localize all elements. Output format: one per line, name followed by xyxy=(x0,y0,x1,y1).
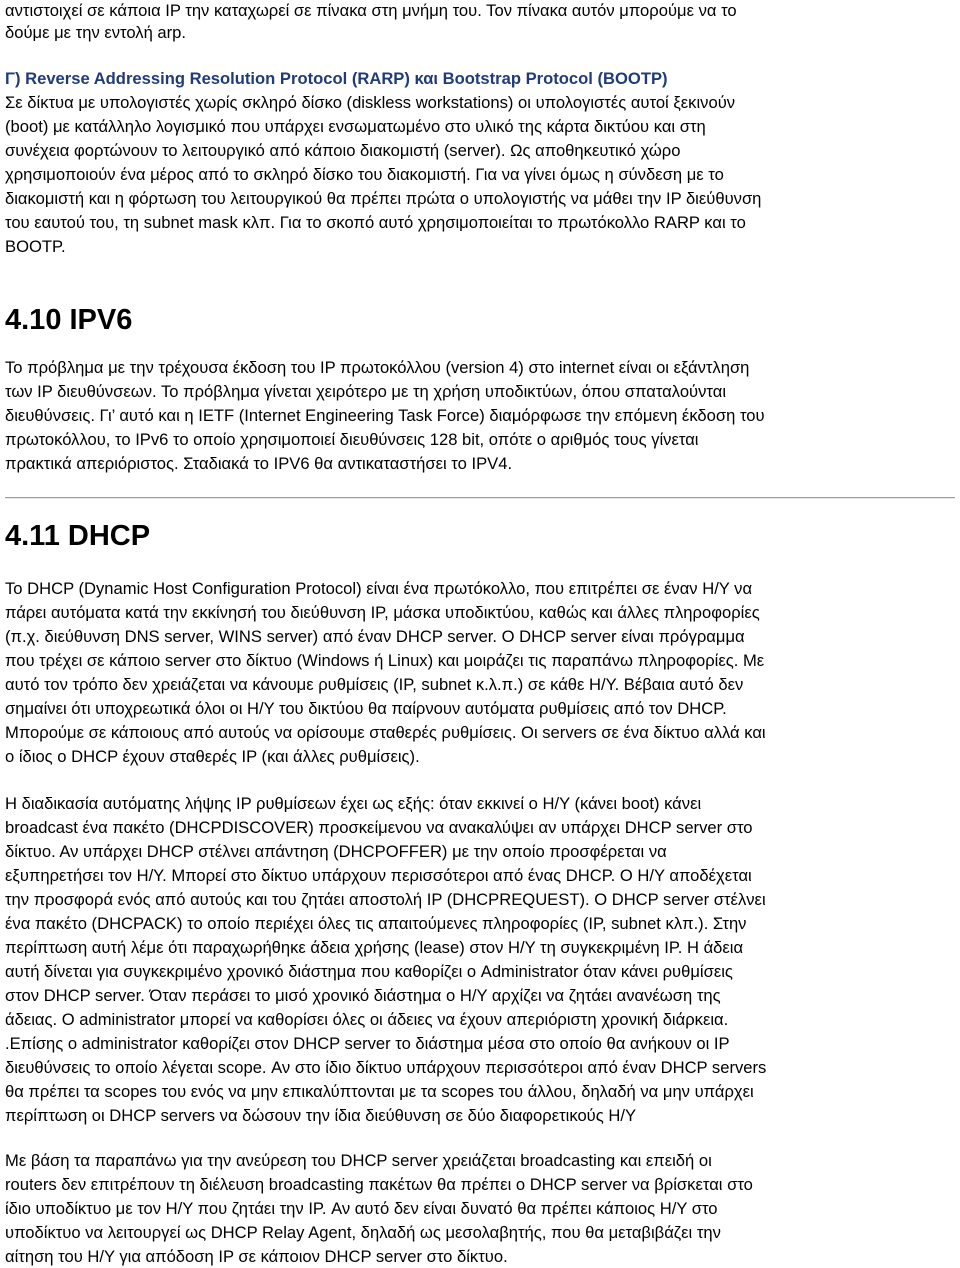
dhcp-p2-line: Η διαδικασία αυτόματης λήψης IP ρυθμίσεων έχει ως εξής: όταν εκκινεί ο Η/Υ (κάνει boot) κάνει xyxy=(5,794,702,813)
ipv6-line: των IP διευθύνσεων. Το πρόβλημα γίνεται χειρότερο με τη χρήση υποδικτύων, όπου σπαταλούνται xyxy=(5,382,727,401)
dhcp-p1-line: Το DHCP (Dynamic Host Configuration Protocol) είναι ένα πρωτόκολλο, που επιτρέπει σε έναν Η/Υ να xyxy=(5,579,753,598)
dhcp-p2-line: αυτή δίνεται για συγκεκριμένο χρονικό διάστημα που καθορίζει ο Administrator όταν κάνει ρυθμίσεις xyxy=(5,962,733,981)
ipv6-line: πρακτικά απεριόριστος. Σταδιακά το IPV6 θα αντικαταστήσει το IPV4. xyxy=(5,454,513,473)
dhcp-p1-line: σημαίνει ότι υποχρεωτικά όλοι οι Η/Υ του δικτύου θα παίρνουν αυτόματα ρυθμίσεις από τον DHCP. xyxy=(5,699,727,718)
dhcp-p3-line: αίτηση του Η/Υ για απόδοση IP σε κάποιον DHCP server στο δίκτυο. xyxy=(5,1247,508,1266)
dhcp-p2-line: .Επίσης ο administrator καθορίζει στον DHCP server το διάστημα μέσα στο οποίο θα ανήκουν οι IP xyxy=(5,1034,730,1053)
ipv6-line: πρωτοκόλλου, το IPv6 το οποίο χρησιμοποιεί διευθύνσεις 128 bit, οπότε ο αριθμός τους γίνεται xyxy=(5,430,699,449)
intro-line: δούμε με την εντολή arp. xyxy=(5,23,187,42)
dhcp-p2-line: περίπτωση οι DHCP servers να δώσουν την ίδια διεύθυνση σε δύο διαφορετικούς Η/Υ xyxy=(5,1106,637,1125)
dhcp-p2-line: στον DHCP server. Όταν περάσει το μισό χρονικό διάστημα ο Η/Υ αρχίζει να ζητάει ανανέωση της xyxy=(5,986,721,1005)
rarp-line: του εαυτού του, τη subnet mask κλπ. Για το σκοπό αυτό χρησιμοποιείται το πρωτόκολλο RARP και το xyxy=(5,213,746,232)
dhcp-p1-line: Μπορούμε σε κάποιους από αυτούς να ορίσουμε σταθερές ρυθμίσεις. Οι servers σε ένα δίκτυο αλλά και xyxy=(5,723,766,742)
ipv6-line: Το πρόβλημα με την τρέχουσα έκδοση του IP πρωτοκόλλου (version 4) στο internet είναι οι εξάντληση xyxy=(5,358,750,377)
dhcp-p2-line: broadcast ένα πακέτο (DHCPDISCOVER) προσκείμενου να ανακαλύψει αν υπάρχει DHCP server στο xyxy=(5,818,753,837)
dhcp-p3-line: ίδιο υποδίκτυο με τον Η/Υ που ζητάει την IP. Αν αυτό δεν είναι δυνατό θα πρέπει κάποιος Η/Υ στο xyxy=(5,1199,718,1218)
rarp-heading: Γ) Reverse Addressing Resolution Protocol (RARP) και Bootstrap Protocol (BOOTP) xyxy=(5,69,668,88)
dhcp-p1-line: (π.χ. διεύθυνση DNS server, WINS server) από έναν DHCP server. Ο DHCP server είναι πρόγραμμα xyxy=(5,627,745,646)
dhcp-p3-line: Με βάση τα παραπάνω για την ανεύρεση του DHCP server χρειάζεται broadcasting και επειδή οι xyxy=(5,1151,712,1170)
intro-line: αντιστοιχεί σε κάποια IP την καταχωρεί σε πίνακα στη μνήμη του. Τον πίνακα αυτόν μπορούμε να το xyxy=(5,1,737,20)
section-title-dhcp: 4.11 DHCP xyxy=(5,520,151,552)
dhcp-p2-line: διευθύνσεις το οποίο λέγεται scope. Αν στο ίδιο δίκτυο υπάρχουν περισσότεροι από έναν DHCP servers xyxy=(5,1058,767,1077)
section-title-ipv6: 4.10 IPV6 xyxy=(5,304,133,336)
dhcp-p1-line: που τρέχει σε κάποιο server στο δίκτυο (Windows ή Linux) και μοιράζει τις παραπάνω πληροφορίες. Με xyxy=(5,651,765,670)
dhcp-p2-line: ένα πακέτο (DHCPACK) το οποίο περιέχει όλες τις απαιτούμενες πληροφορίες (IP, subnet κλπ.). Στην xyxy=(5,914,747,933)
rarp-line: διακομιστή και η φόρτωση του λειτουργικού θα πρέπει πρώτα ο υπολογιστής να μάθει την IP διεύθυνση xyxy=(5,189,762,208)
dhcp-p2-line: εξυπηρετήσει τον Η/Υ. Μπορεί στο δίκτυο υπάρχουν περισσότεροι από ένας DHCP. Ο Η/Υ αποδέχεται xyxy=(5,866,752,885)
dhcp-p2-line: θα πρέπει τα scopes του ενός να μην επικαλύπτονται με τα scopes του άλλου, δηλαδή να μην υπάρχει xyxy=(5,1082,754,1101)
rarp-line: BOOTP. xyxy=(5,237,66,256)
ipv6-line: διευθύνσεις. Γι’ αυτό και η IETF (Internet Engineering Task Force) διαμόρφωσε την επόμενη έκδοση του xyxy=(5,406,765,425)
dhcp-p2-line: άδειας. O administrator μπορεί να καθορίσει όλες οι άδειες να έχουν απεριόριστη χρονική διάρκεια. xyxy=(5,1010,729,1029)
section-divider xyxy=(5,497,955,499)
dhcp-p2-line: περίπτωση αυτή λέμε ότι παραχωρήθηκε άδεια χρήσης (lease) στον Η/Υ τη συγκεκριμένη IP. Η άδεια xyxy=(5,938,744,957)
dhcp-p3-line: routers δεν επιτρέπουν τη διέλευση broadcasting πακέτων θα πρέπει ο DHCP server να βρίσκεται στο xyxy=(5,1175,753,1194)
dhcp-p2-line: δίκτυο. Αν υπάρχει DHCP στέλνει απάντηση (DHCPOFFER) με την οποίο προσφέρεται να xyxy=(5,842,667,861)
rarp-line: (boot) με κατάλληλο λογισμικό που υπάρχει ενσωματωμένο στο υλικό της κάρτα δικτύου και στη xyxy=(5,117,706,136)
dhcp-p1-line: πάρει αυτόματα κατά την εκκίνησή του διεύθυνση IP, μάσκα υποδικτύου, καθώς και άλλες πληροφορίες xyxy=(5,603,760,622)
dhcp-p1-line: αυτό τον τρόπο δεν χρειάζεται να κάνουμε ρυθμίσεις (IP, subnet κ.λ.π.) σε κάθε Η/Υ. Βέβαια αυτό δεν xyxy=(5,675,744,694)
rarp-line: χρησιμοποιούν ένα μέρος από το σκληρό δίσκο του διακομιστή. Για να γίνει όμως η σύνδεση με το xyxy=(5,165,724,184)
dhcp-p1-line: ο ίδιος ο DHCP έχουν σταθερές IP (και άλλες ρυθμίσεις). xyxy=(5,747,420,766)
rarp-line: συνέχεια φορτώνουν το λειτουργικό από κάποιο διακομιστή (server). Ως αποθηκευτικό χώρο xyxy=(5,141,681,160)
rarp-line: Σε δίκτυα με υπολογιστές χωρίς σκληρό δίσκο (diskless workstations) οι υπολογιστές αυτοί ξεκινούν xyxy=(5,93,736,112)
dhcp-p3-line: υποδίκτυο να λειτουργεί ως DHCP Relay Agent, δηλαδή ως μεσολαβητής, που θα μεταβιβάζει την xyxy=(5,1223,721,1242)
dhcp-p2-line: την προσφορά ενός από αυτούς και του ζητάει αποστολή IP (DHCPREQUEST). O DHCP server στέλνει xyxy=(5,890,766,909)
